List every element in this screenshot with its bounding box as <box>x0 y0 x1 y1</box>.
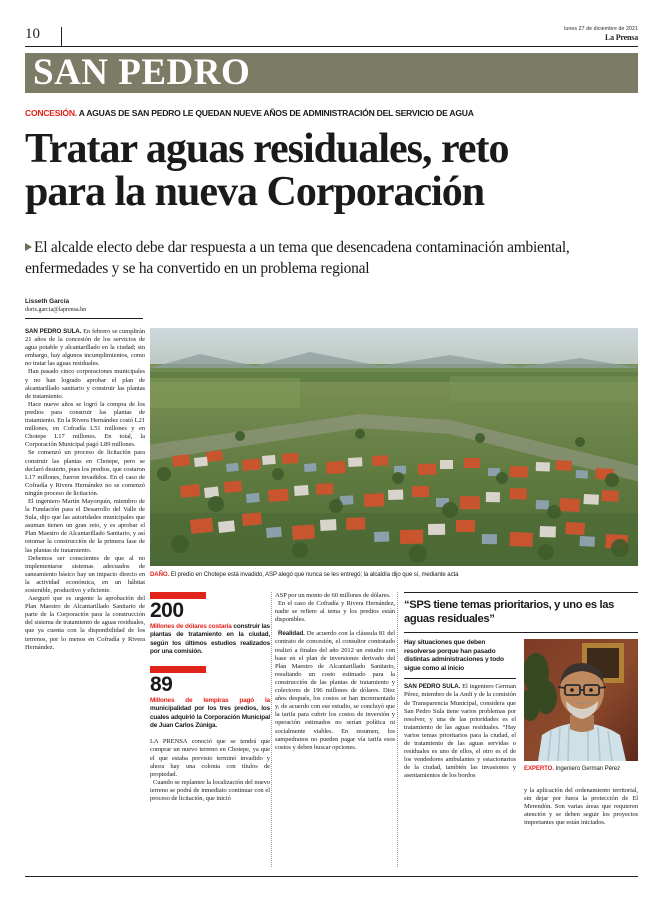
caption-tag: DAÑO. <box>150 571 170 578</box>
paragraph-text: El ingeniero German Pérez, miembro de la Andi y de la comisión de Transparencia Municipal, considera que San Pedro Sula tiene varios problemas por resolver, y una de las prioridades es el tratamiento de las aguas residuales. “Hay varios temas prioritarios para la ciudad, el de tratamiento de las aguas servidas o residuales es uno de ellos, el otro es el de los vendedores ambulantes y estacionarios de la ciudad, también las invasiones y asentamientos de los bordos <box>404 683 516 780</box>
sidebar-right-body <box>524 787 638 827</box>
portrait-caption-tag: EXPERTO. <box>524 765 554 772</box>
sidebar-top-rule <box>404 592 638 593</box>
paragraph-text: ASP por un monto de 60 millones de dólares. <box>275 592 391 599</box>
column-2-body <box>150 738 270 803</box>
column-separator <box>271 592 273 867</box>
paragraph-text: De acuerdo con la cláusula 81 del contrato de concesión, el consultor contratado realizó a finales del año 2012 un estudio con base en el plan de inversiones derivado del Plan Maestro de Alcantarillado Sanitario, resultando un costo estimado para la construcción de las plantas de tratamiento y colectores de 196 millones de dólares. Diez años después, los costos se han incrementado y, de acuerdo con ese estudio, se concluyó que la tarifa para cubrir los costos de inversión y operación estimados no serían política ni socialmente viables. En resumen, los sampedranos no pueden pagar vía tarifa esos costos y deben buscar opciones. <box>275 630 395 751</box>
paragraph <box>25 401 145 450</box>
sidebar-subquote-rule <box>404 678 516 679</box>
paragraph-text: En el caso de Cofradía y Rivera Hernández, nadie se refiere al tema y los predios están disponibles. <box>275 600 395 624</box>
paragraph <box>275 600 395 624</box>
paragraph-text: y la aplicación del ordenamiento territorial, sin dejar por fuera la protección de El Merendón. Son varias áreas que requieren atención y se deben seguir los proyectos importantes que están iniciados. <box>524 787 638 827</box>
caption-text: El predio en Chotepe está invadido, ASP alegó que nunca se les entregó; la alcaldía dijo que sí, mediante acta <box>170 571 459 578</box>
page-title <box>25 128 643 214</box>
byline-author: Lisseth García <box>25 298 70 305</box>
paragraph-text: Se comenzó un proceso de licitación para construir las plantas en Chotepe, pero se declaró desierto, pues los predios, que costaron L17 millones, fueron invadidos. En el caso de Cofradía y Rivera Hernández no se comenzó ningún proceso de licitación. <box>25 449 145 497</box>
stat-body: construir las plantas de tratamiento en la ciudad, según los últimos estudios realizados por una comisión. <box>150 623 270 655</box>
kicker-text: A AGUAS DE SAN PEDRO LE QUEDAN NUEVE AÑOS DE ADMINISTRACIÓN DEL SERVICIO DE AGUA <box>78 108 474 118</box>
portrait-caption <box>524 765 638 773</box>
subhead-text: El alcalde electo debe dar respuesta a un tema que desencadena contaminación ambiental, enfermedades y se ha convertido en un problema regional <box>25 239 570 277</box>
article-column-1 <box>25 328 145 652</box>
bottom-rule <box>25 876 638 877</box>
paragraph <box>150 779 270 803</box>
paragraph <box>25 595 145 652</box>
paragraph-text: Debemos ser conscientes de que al no implementarse sistemas adecuados de saneamiento básico hay un impacto directo en la actividad económica, en un hábitat sostenible, productivo y eficiente. <box>25 554 145 594</box>
dateline: SAN PEDRO SULA. <box>25 328 82 335</box>
sidebar-body <box>404 683 516 780</box>
aerial-photo-graphic <box>150 328 638 566</box>
article-column-3 <box>275 592 395 752</box>
stat-body: municipalidad por los tres predios, los cuales adquirió la Corporación Municipal de Juan Carlos Zúniga. <box>150 705 270 730</box>
section-title: SAN PEDRO <box>33 52 251 93</box>
paragraph-text: Han pasado cinco corporaciones municipales y no han logrado aprobar el plan de alcantarillado sanitario y construir las plantas de tratamiento. <box>25 368 145 400</box>
pull-quote: “SPS tiene temas prioritarios, y uno es las aguas residuales” <box>404 599 615 625</box>
portrait-caption-text: Ingeniero German Pérez <box>555 765 621 772</box>
paragraph <box>275 592 395 600</box>
section-masthead <box>25 53 638 93</box>
paragraph-text: El ingeniero Martín Mayorquín, miembro de la Fundación para el Desarrollo del Valle de Sula, dijo que las autoridades municipales que asuman tienen un gran reto, y es aprobar el Plan Maestro de Alcantarillado Sanitario, y así retomar la construcción de la primera fase de las plantas de tratamiento. <box>25 497 145 554</box>
folio-rule <box>25 46 638 47</box>
byline <box>25 297 143 319</box>
byline-rule <box>25 318 143 319</box>
sidebar-quote-box <box>404 592 638 827</box>
folio-bar <box>25 26 638 50</box>
publication-brand: La Prensa <box>605 33 638 42</box>
headline-line-2: para la nueva Corporación <box>25 169 485 215</box>
stat-description <box>150 623 270 656</box>
article-column-2 <box>150 592 270 803</box>
paragraph <box>25 368 145 400</box>
photo-caption <box>150 571 638 579</box>
paragraph <box>524 787 638 827</box>
sidebar-mid-rule <box>404 632 638 633</box>
triangle-bullet-icon <box>25 243 32 251</box>
stat-block <box>150 592 270 656</box>
folio-vertical-rule <box>61 27 62 46</box>
sidebar-dateline: SAN PEDRO SULA. <box>404 683 461 691</box>
paragraph-text: Hace nueve años se logró la compra de los predios para construir las plantas de tratamiento. En la Rivera Hernández costó L21 millones, en Cofradía L51 millones y en Chotepe L17 millones. En total, la Corporación Municipal pagó L89 millones. <box>25 400 145 449</box>
folio-date-block <box>564 26 638 41</box>
stat-unit: Millones de lempiras pagó la <box>150 697 270 705</box>
paragraph <box>25 498 145 555</box>
publication-date: lunes 27 de diciembre de 2021 <box>564 26 638 32</box>
byline-email[interactable]: doris.garcia@laprensa.hn <box>25 307 87 313</box>
page-number: 10 <box>25 26 40 42</box>
sidebar-subquote: Hay situaciones que deben resolverse porque han pasado distintas administraciones y todo sigue como al inicio <box>404 639 504 672</box>
main-photo <box>150 328 638 566</box>
stat-accent-bar <box>150 592 206 599</box>
stat-accent-bar <box>150 666 206 673</box>
paragraph <box>25 449 145 498</box>
stat-description <box>150 697 270 730</box>
paragraph <box>275 630 395 751</box>
kicker-tag: CONCESIÓN. <box>25 108 77 118</box>
stat-number: 200 <box>150 599 184 622</box>
portrait-photo <box>524 639 638 761</box>
paragraph-text: En febrero se cumplirán 21 años de la concesión de los servicios de agua potable y alcantarillado en la ciudad; sin embargo, hay algunos incumplimientos, como no tratar las aguas residuales. <box>25 328 145 368</box>
paragraph <box>25 555 145 595</box>
subhead <box>25 237 640 279</box>
kicker-line <box>25 108 638 118</box>
stat-block <box>150 666 270 730</box>
headline-line-1: Tratar aguas residuales, reto <box>25 126 509 172</box>
column-separator <box>397 592 399 867</box>
stat-unit: Millones de dólares costaría <box>150 623 232 630</box>
subsection-lead: Realidad. <box>278 630 305 638</box>
paragraph <box>404 683 516 780</box>
sidebar-left-column <box>404 639 516 781</box>
paragraph-text: LA PRENSA conoció que se tendrá que comprar un nuevo terreno en Chotepe, ya que el que estaba previsto terminó invadido y ahora hay una colonia con títulos de propiedad. <box>150 738 270 778</box>
paragraph-text: Aseguró que es urgente la aprobación del Plan Maestro de Alcantarillado Sanitario de parte de la Corporación para la construcción del sistema de tratamiento de aguas residuales, que ya cuenta con la disponibilidad de los terrenos, por lo menos en Cofradía y Rivera Hernández. <box>25 595 145 651</box>
paragraph <box>25 328 145 368</box>
portrait-graphic <box>524 639 638 761</box>
paragraph-text: Cuando se replantee la localización del nuevo terreno se podrá de inmediato continuar con el proceso de licitación, que inició <box>150 778 270 803</box>
stat-number: 89 <box>150 673 173 697</box>
paragraph <box>150 738 270 778</box>
